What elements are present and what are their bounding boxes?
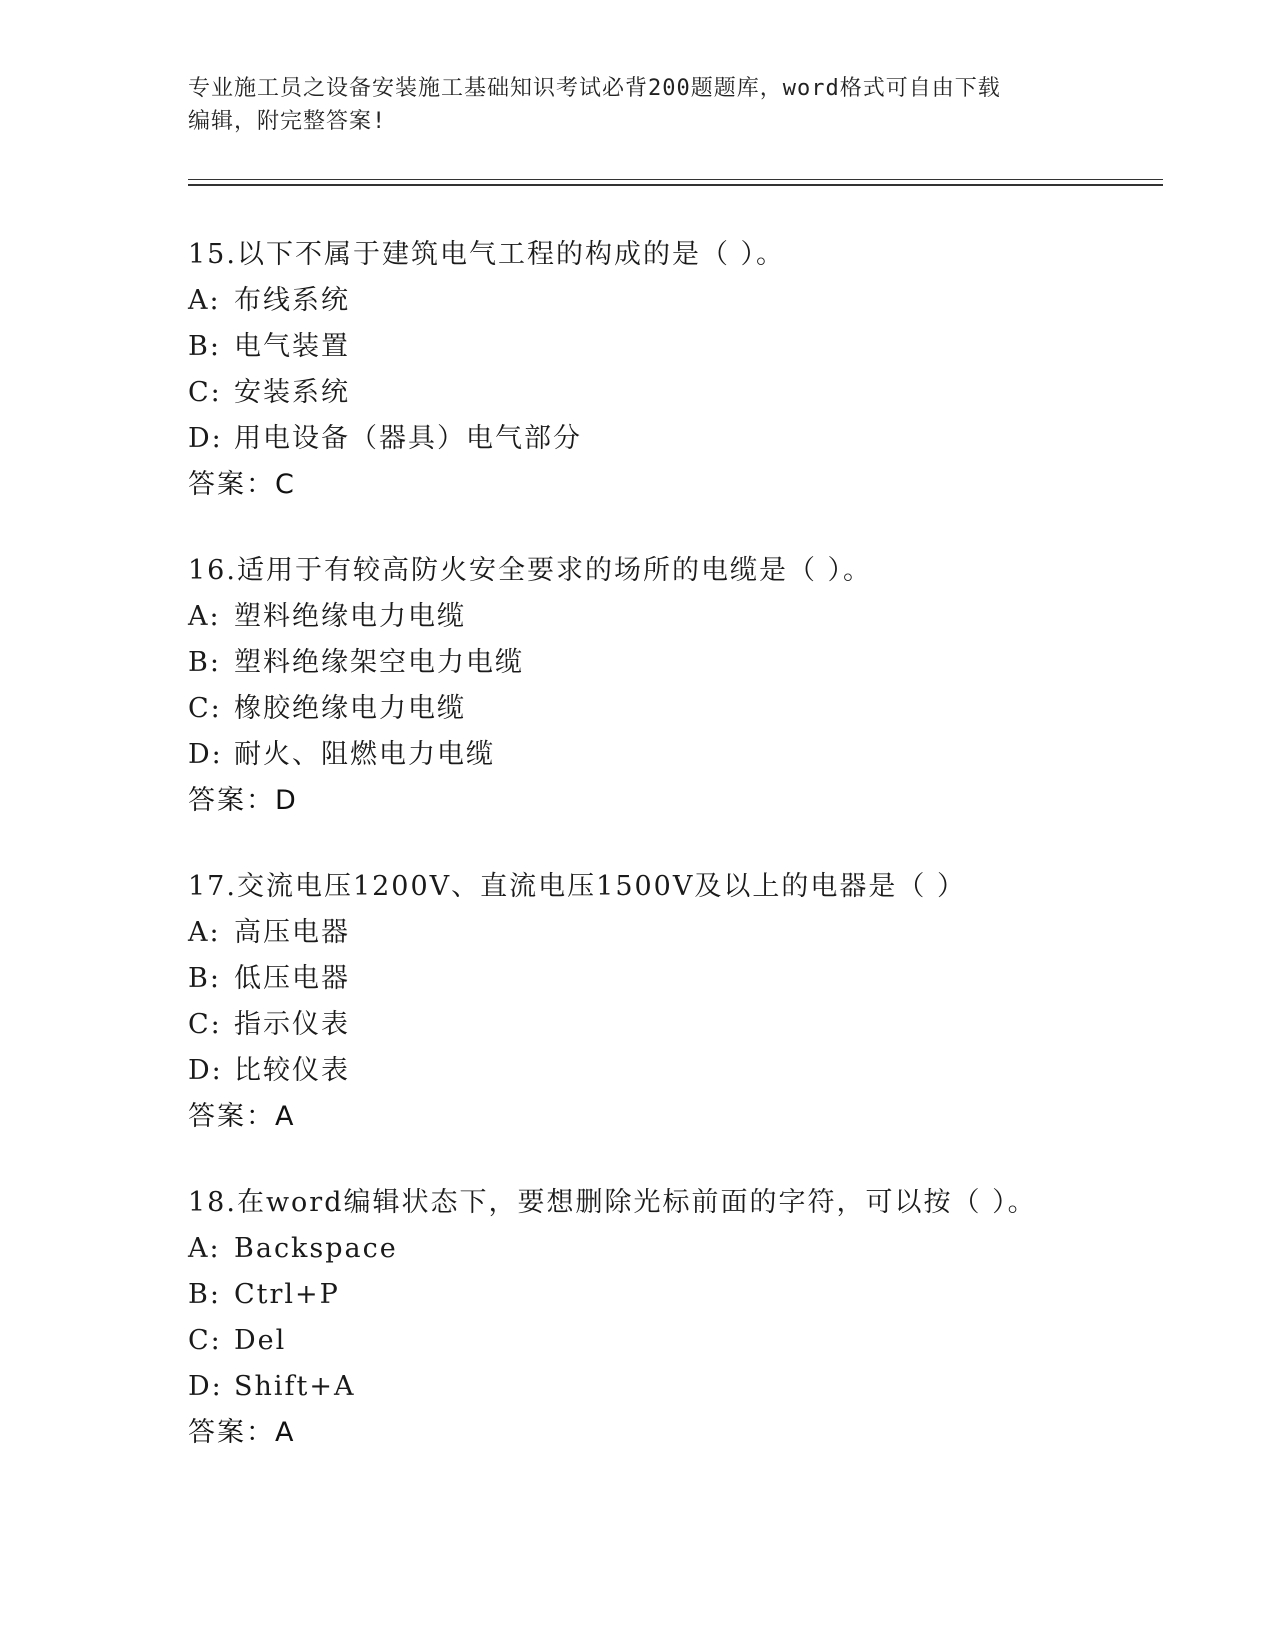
option-text: 橡胶绝缘电力电缆 — [234, 693, 466, 724]
question-stem: 18.在word编辑状态下，要想删除光标前面的字符，可以按（ ）。 — [188, 1187, 1037, 1218]
option-a — [188, 278, 1138, 324]
option-label: A: — [188, 917, 221, 948]
option-label: B: — [188, 1279, 221, 1310]
option-label: D: — [188, 739, 223, 770]
question-stem: 16.适用于有较高防火安全要求的场所的电缆是（ ）。 — [188, 555, 873, 586]
option-a — [188, 594, 1138, 640]
option-text: 高压电器 — [234, 917, 350, 948]
header-divider-bottom — [188, 184, 1163, 186]
option-label: C: — [188, 377, 222, 408]
option-label: B: — [188, 647, 221, 678]
header-line-1: 专业施工员之设备安装施工基础知识考试必背200题题库，word格式可自由下载 — [188, 76, 1001, 101]
option-label: B: — [188, 963, 221, 994]
answer-line: 答案：A — [188, 1101, 296, 1132]
option-text: 塑料绝缘电力电缆 — [234, 601, 466, 632]
question-18 — [188, 1180, 1138, 1456]
option-label: C: — [188, 1009, 222, 1040]
option-label: B: — [188, 331, 221, 362]
header-line-2: 编辑，附完整答案! — [188, 109, 387, 134]
option-text: Backspace — [234, 1233, 398, 1264]
question-stem: 17.交流电压1200V、直流电压1500V及以上的电器是（ ） — [188, 871, 966, 902]
option-label: A: — [188, 1233, 221, 1264]
option-label: C: — [188, 693, 222, 724]
question-15 — [188, 232, 1138, 508]
option-b — [188, 640, 1138, 686]
question-stem: 15.以下不属于建筑电气工程的构成的是（ ）。 — [188, 239, 786, 270]
question-16 — [188, 548, 1138, 824]
option-b — [188, 1272, 1138, 1318]
option-c — [188, 686, 1138, 732]
answer-line: 答案：A — [188, 1417, 296, 1448]
option-d — [188, 732, 1138, 778]
option-label: D: — [188, 1371, 223, 1402]
header-divider-top — [188, 179, 1163, 180]
option-text: 用电设备（器具）电气部分 — [234, 423, 582, 454]
option-text: 塑料绝缘架空电力电缆 — [234, 647, 524, 678]
option-label: A: — [188, 601, 221, 632]
option-b — [188, 324, 1138, 370]
option-c — [188, 1002, 1138, 1048]
option-text: 电气装置 — [234, 331, 350, 362]
option-a — [188, 1226, 1138, 1272]
option-text: 指示仪表 — [234, 1009, 350, 1040]
option-text: 耐火、阻燃电力电缆 — [234, 739, 495, 770]
option-text: 比较仪表 — [234, 1055, 350, 1086]
option-label: D: — [188, 423, 223, 454]
option-b — [188, 956, 1138, 1002]
option-text: 安装系统 — [234, 377, 350, 408]
option-d — [188, 416, 1138, 462]
option-text: 低压电器 — [234, 963, 350, 994]
question-17 — [188, 864, 1138, 1140]
answer-line: 答案：C — [188, 469, 296, 500]
option-text: Shift+A — [234, 1371, 356, 1402]
option-label: D: — [188, 1055, 223, 1086]
option-text: Ctrl+P — [234, 1279, 340, 1310]
option-d — [188, 1364, 1138, 1410]
option-c — [188, 1318, 1138, 1364]
option-label: A: — [188, 285, 221, 316]
document-header — [188, 72, 1088, 138]
answer-line: 答案：D — [188, 785, 298, 816]
option-text: 布线系统 — [234, 285, 350, 316]
option-label: C: — [188, 1325, 222, 1356]
option-a — [188, 910, 1138, 956]
option-c — [188, 370, 1138, 416]
option-d — [188, 1048, 1138, 1094]
option-text: Del — [234, 1325, 287, 1356]
